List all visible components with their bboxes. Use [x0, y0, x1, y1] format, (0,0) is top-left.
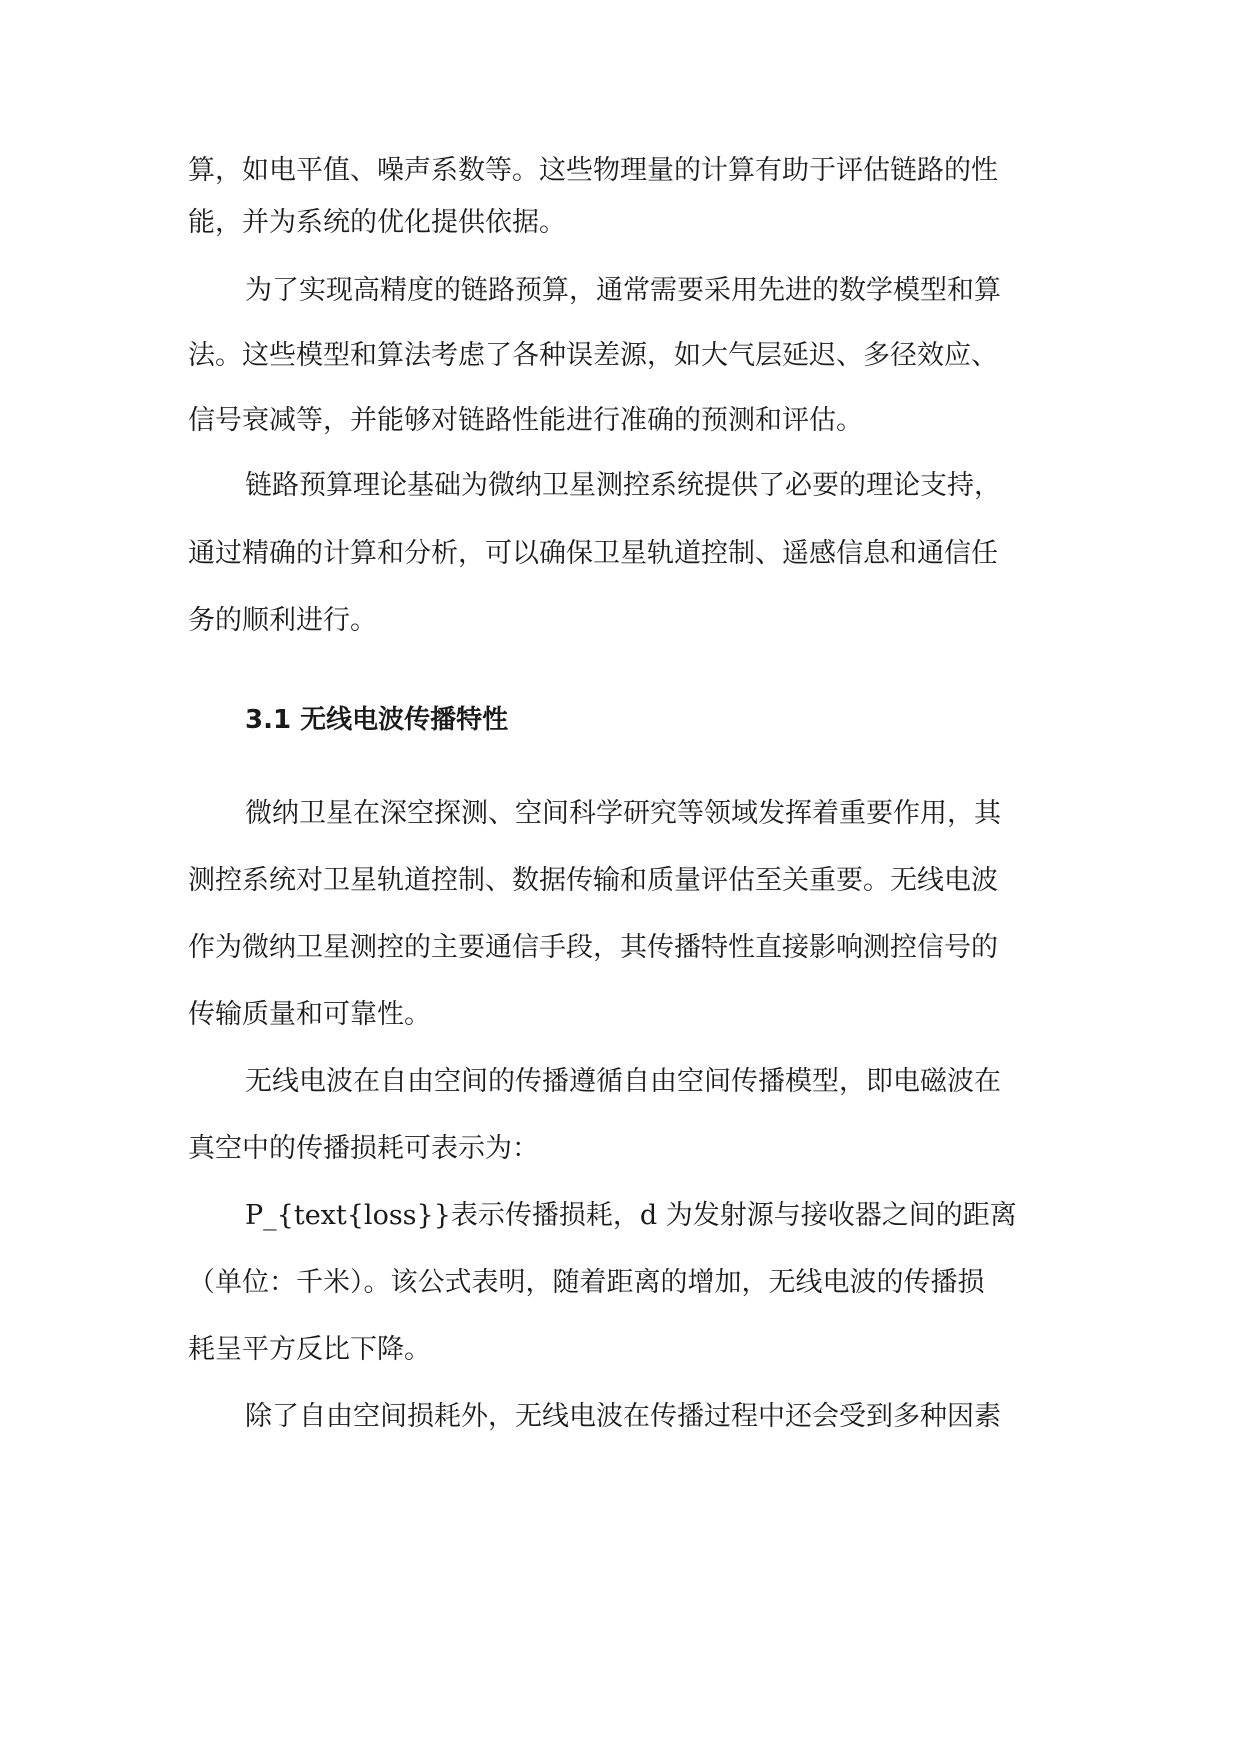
paragraph-line: 务的顺利进行。: [188, 605, 377, 636]
paragraph-line: 无线电波在自由空间的传播遵循自由空间传播模型，即电磁波在: [245, 1066, 1001, 1097]
paragraph-line: 除了自由空间损耗外，无线电波在传播过程中还会受到多种因素: [245, 1401, 1001, 1432]
paragraph-line: 传输质量和可靠性。: [188, 999, 431, 1030]
paragraph-line: 微纳卫星在深空探测、空间科学研究等领域发挥着重要作用，其: [245, 798, 1001, 829]
paragraph-line: 能，并为系统的优化提供依据。: [188, 207, 566, 238]
paragraph-line: 真空中的传播损耗可表示为：: [188, 1133, 539, 1164]
paragraph-line: 测控系统对卫星轨道控制、数据传输和质量评估至关重要。无线电波: [188, 865, 998, 896]
paragraph-line: 通过精确的计算和分析，可以确保卫星轨道控制、遥感信息和通信任: [188, 538, 998, 569]
paragraph-line: 算，如电平值、噪声系数等。这些物理量的计算有助于评估链路的性: [188, 155, 998, 186]
paragraph-line: 法。这些模型和算法考虑了各种误差源，如大气层延迟、多径效应、: [188, 340, 998, 371]
paragraph-line: （单位：千米）。该公式表明，随着距离的增加，无线电波的传播损: [188, 1267, 985, 1298]
paragraph-line: 耗呈平方反比下降。: [188, 1334, 431, 1365]
paragraph-line: 链路预算理论基础为微纳卫星测控系统提供了必要的理论支持，: [245, 470, 1001, 501]
paragraph-line: 信号衰减等，并能够对链路性能进行准确的预测和评估。: [188, 405, 863, 436]
section-heading: 3.1 无线电波传播特性: [245, 705, 509, 735]
paragraph-line: P_{text{loss}}表示传播损耗，d 为发射源与接收器之间的距离: [245, 1200, 1017, 1231]
paragraph-line: 作为微纳卫星测控的主要通信手段，其传播特性直接影响测控信号的: [188, 932, 998, 963]
paragraph-line: 为了实现高精度的链路预算，通常需要采用先进的数学模型和算: [245, 275, 1001, 306]
